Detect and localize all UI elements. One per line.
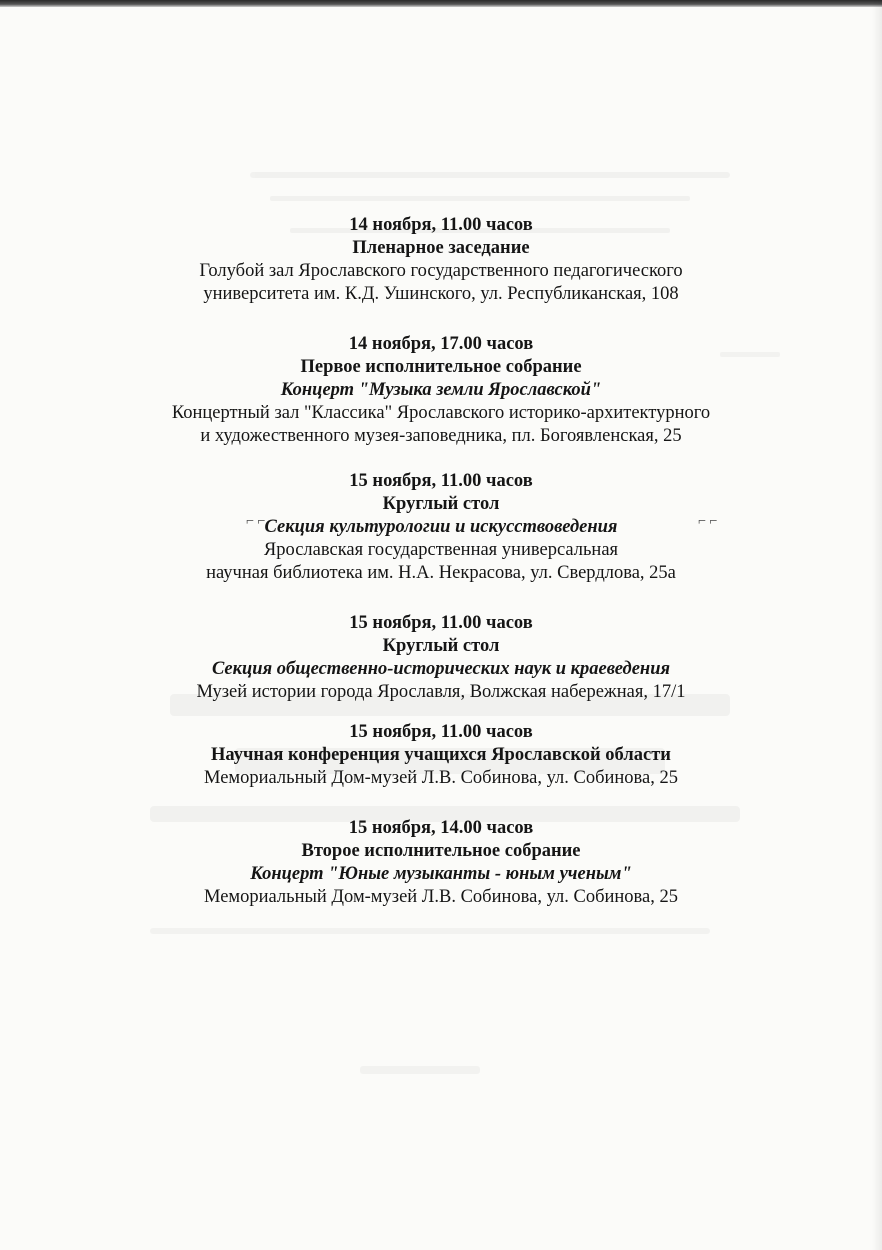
event-title: Круглый стол [382,494,500,514]
event-venue-line: университета им. К.Д. Ушинского, ул. Республиканская, 108 [203,284,679,304]
event-venue-line: Музей истории города Ярославля, Волжская набережная, 17/1 [196,682,686,702]
event-first-concert [0,333,882,448]
event-title: Первое исполнительное собрание [300,357,582,377]
event-datetime: 14 ноября, 17.00 часов [348,334,534,354]
program-schedule [0,214,882,909]
event-title: Пленарное заседание [352,238,530,258]
event-subtitle: Секция культурологии и искусствоведения [264,517,618,537]
event-subtitle: Концерт "Юные музыканты - юным ученым" [250,864,632,884]
scan-mark-right: ⌐ ⌐ [698,514,718,529]
event-venue-line: Концертный зал "Классика" Ярославского историко-архитектурного [171,403,711,423]
event-datetime: 15 ноября, 11.00 часов [349,613,533,633]
event-venue-line: Голубой зал Ярославского государственного педагогического [199,261,683,281]
event-datetime: 15 ноября, 14.00 часов [348,818,534,838]
event-venue-line: научная библиотека им. Н.А. Некрасова, ул. Свердлова, 25а [206,563,676,583]
event-datetime: 15 ноября, 11.00 часов [349,471,533,491]
event-second-concert [0,817,882,909]
event-plenary [0,214,882,306]
event-datetime: 15 ноября, 11.00 часов [349,722,533,742]
event-datetime: 14 ноября, 11.00 часов [349,215,533,235]
scan-top-edge [0,0,882,7]
event-round-table-culture [0,470,882,585]
event-venue-line: Мемориальный Дом-музей Л.В. Собинова, ул. Собинова, 25 [204,768,678,788]
event-venue-line: Ярославская государственная универсальная [263,540,619,560]
event-title: Научная конференция учащихся Ярославской области [211,745,671,765]
event-round-table-history [0,612,882,704]
event-venue-line: и художественного музея-заповедника, пл. Богоявленская, 25 [200,426,682,446]
event-title: Второе исполнительное собрание [301,841,581,861]
event-student-conference [0,721,882,790]
event-venue-line: Мемориальный Дом-музей Л.В. Собинова, ул. Собинова, 25 [204,887,678,907]
event-title: Круглый стол [382,636,500,656]
event-subtitle: Секция общественно-исторических наук и краеведения [211,659,671,679]
scan-mark-left: ⌐ ⌐ [246,514,266,529]
event-subtitle: Концерт "Музыка земли Ярославской" [280,380,602,400]
